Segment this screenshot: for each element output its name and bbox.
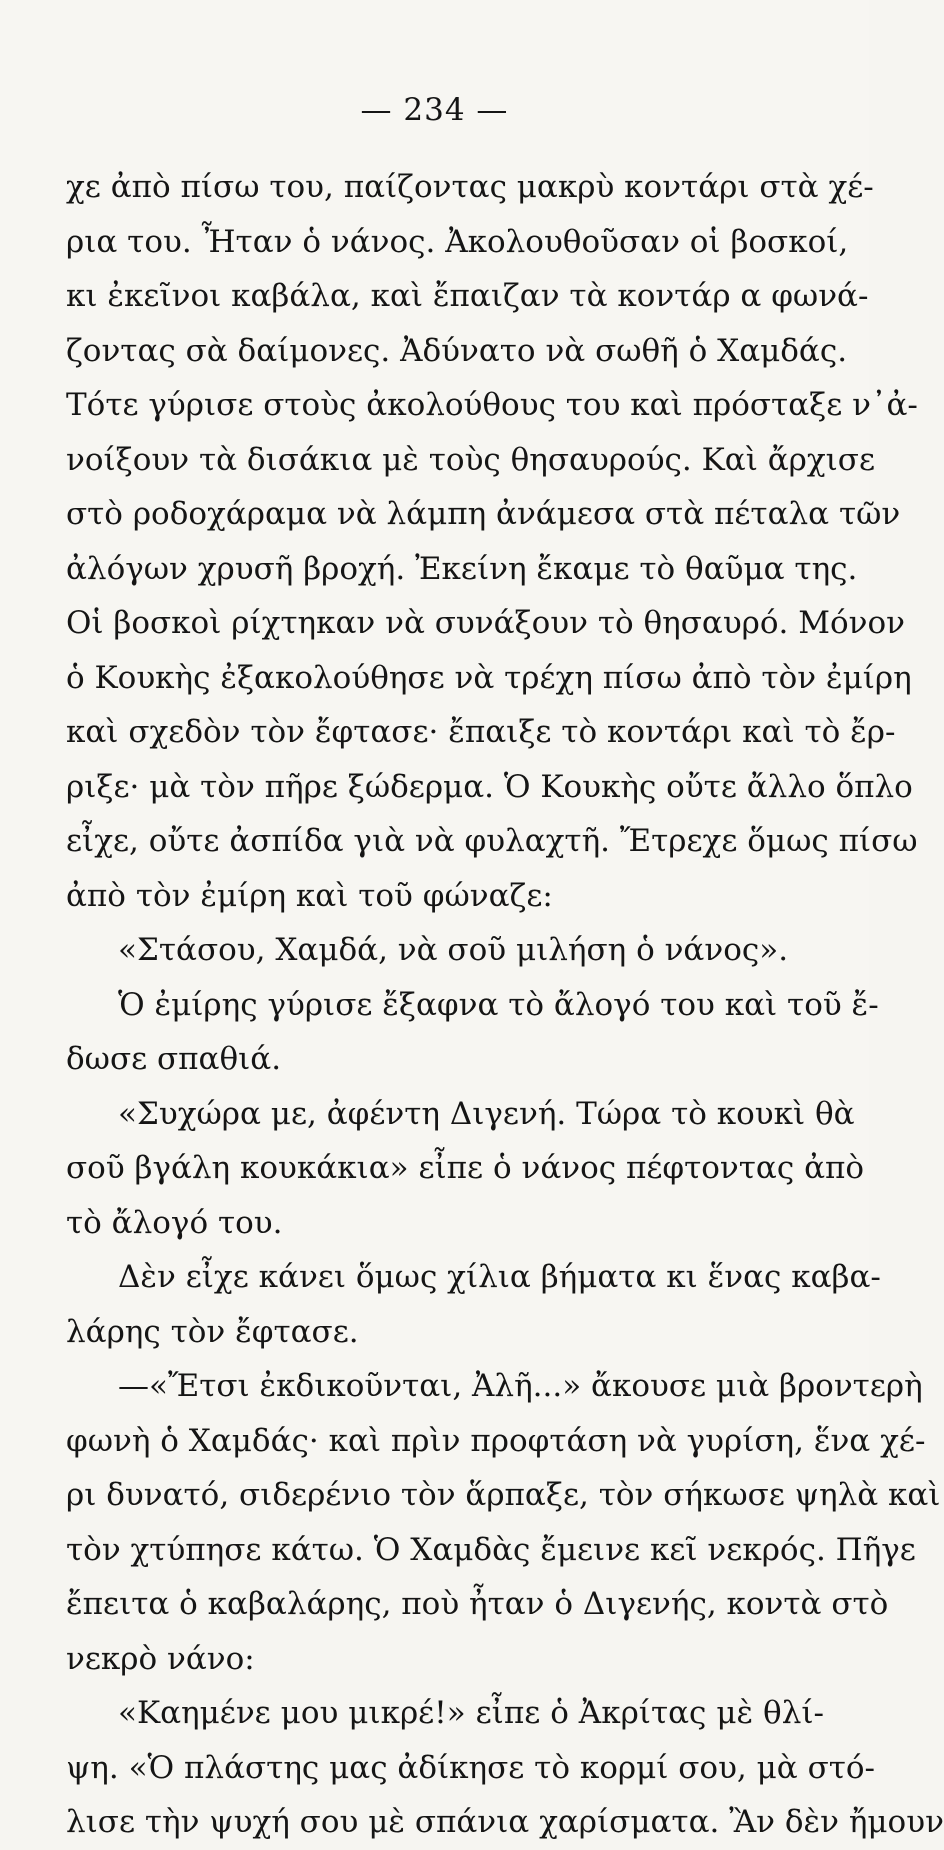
text-line: καὶ σχεδὸν τὸν ἔφτασε· ἔπαιξε τὸ κοντάρι καὶ τὸ ἔρ- xyxy=(66,714,896,750)
text-line: ὁ Κουκὴς ἐξακολούθησε νὰ τρέχη πίσω ἀπὸ τὸν ἐμίρη xyxy=(66,659,912,696)
text-line: Ὁ ἐμίρης γύρισε ἔξαφνα τὸ ἄλογό του καὶ τοῦ ἔ- xyxy=(118,986,879,1023)
text-line: φωνὴ ὁ Χαμδάς· καὶ πρὶν προφτάση νὰ γυρίση, ἕνα χέ- xyxy=(66,1422,926,1459)
text-line: «Συχώρα με, ἀφέντη Διγενή. Τώρα τὸ κουκὶ θὰ xyxy=(118,1095,855,1132)
text-line: ριξε· μὰ τὸν πῆρε ξώδερμα. Ὁ Κουκὴς οὔτε ἄλλο ὅπλο xyxy=(66,768,913,805)
text-line: δωσε σπαθιά. xyxy=(66,1041,282,1077)
text-line: λάρης τὸν ἔφτασε. xyxy=(66,1313,359,1350)
text-line: «Καημένε μου μικρέ!» εἶπε ὁ Ἀκρίτας μὲ θλί- xyxy=(118,1695,824,1731)
text-line: ρι δυνατό, σιδερένιο τὸν ἅρπαξε, τὸν σήκωσε ψηλὰ καὶ xyxy=(66,1477,941,1513)
text-line: λισε τὴν ψυχή σου μὲ σπάνια χαρίσματα. Ἂν δὲν ἤμουν xyxy=(66,1804,944,1840)
text-line: στὸ ροδοχάραμα νὰ λάμπη ἀνάμεσα στὰ πέταλα τῶν xyxy=(66,496,901,532)
text-line: τὸ ἄλογό του. xyxy=(66,1204,283,1241)
page-number: — 234 — xyxy=(360,92,509,128)
text-line: ἀπὸ τὸν ἐμίρη καὶ τοῦ φώναζε: xyxy=(66,877,553,914)
text-line: εἶχε, οὔτε ἀσπίδα γιὰ νὰ φυλαχτῆ. Ἔτρεχε ὅμως πίσω xyxy=(66,823,918,859)
text-line: ἔπειτα ὁ καβαλάρης, ποὺ ἦταν ὁ Διγενής, κοντὰ στὸ xyxy=(66,1586,889,1622)
body-text xyxy=(0,160,944,1850)
text-line: Δὲν εἶχε κάνει ὅμως χίλια βήματα κι ἕνας καβα- xyxy=(118,1259,881,1295)
text-line: Οἱ βοσκοὶ ρίχτηκαν νὰ συνάξουν τὸ θησαυρό. Μόνον xyxy=(66,605,906,641)
text-line: ψη. «Ὁ πλάστης μας ἀδίκησε τὸ κορμί σου, μὰ στό- xyxy=(66,1749,876,1786)
text-line: τὸν χτύπησε κάτω. Ὁ Χαμδὰς ἔμεινε κεῖ νεκρός. Πῆγε xyxy=(66,1531,916,1568)
text-line: νεκρὸ νάνο: xyxy=(66,1640,255,1677)
text-line: ζοντας σὰ δαίμονες. Ἀδύνατο νὰ σωθῆ ὁ Χαμδάς. xyxy=(66,332,848,369)
text-line: ρια του. Ἦταν ὁ νάνος. Ἀκολουθοῦσαν οἱ βοσκοί, xyxy=(66,223,849,260)
text-line: νοίξουν τὰ δισάκια μὲ τοὺς θησαυρούς. Καὶ ἄρχισε xyxy=(66,441,876,478)
text-line: ἀλόγων χρυσῆ βροχή. Ἐκείνη ἔκαμε τὸ θαῦμα της. xyxy=(66,550,858,587)
text-line: «Στάσου, Χαμδά, νὰ σοῦ μιλήση ὁ νάνος». xyxy=(118,932,789,968)
text-line: κι ἐκεῖνοι καβάλα, καὶ ἔπαιζαν τὰ κοντάρ α φωνά- xyxy=(66,278,869,314)
text-line: —«Ἔτσι ἐκδικοῦνται, Ἀλῆ...» ἄκουσε μιὰ βροντερὴ xyxy=(118,1368,923,1404)
text-line: σοῦ βγάλη κουκάκια» εἶπε ὁ νάνος πέφτοντας ἀπὸ xyxy=(66,1150,865,1186)
text-line: Τότε γύρισε στοὺς ἀκολούθους του καὶ πρόσταξε ν᾿ἀ- xyxy=(66,387,918,423)
text-line: χε ἀπὸ πίσω του, παίζοντας μακρὺ κοντάρι στὰ χέ- xyxy=(66,169,874,205)
